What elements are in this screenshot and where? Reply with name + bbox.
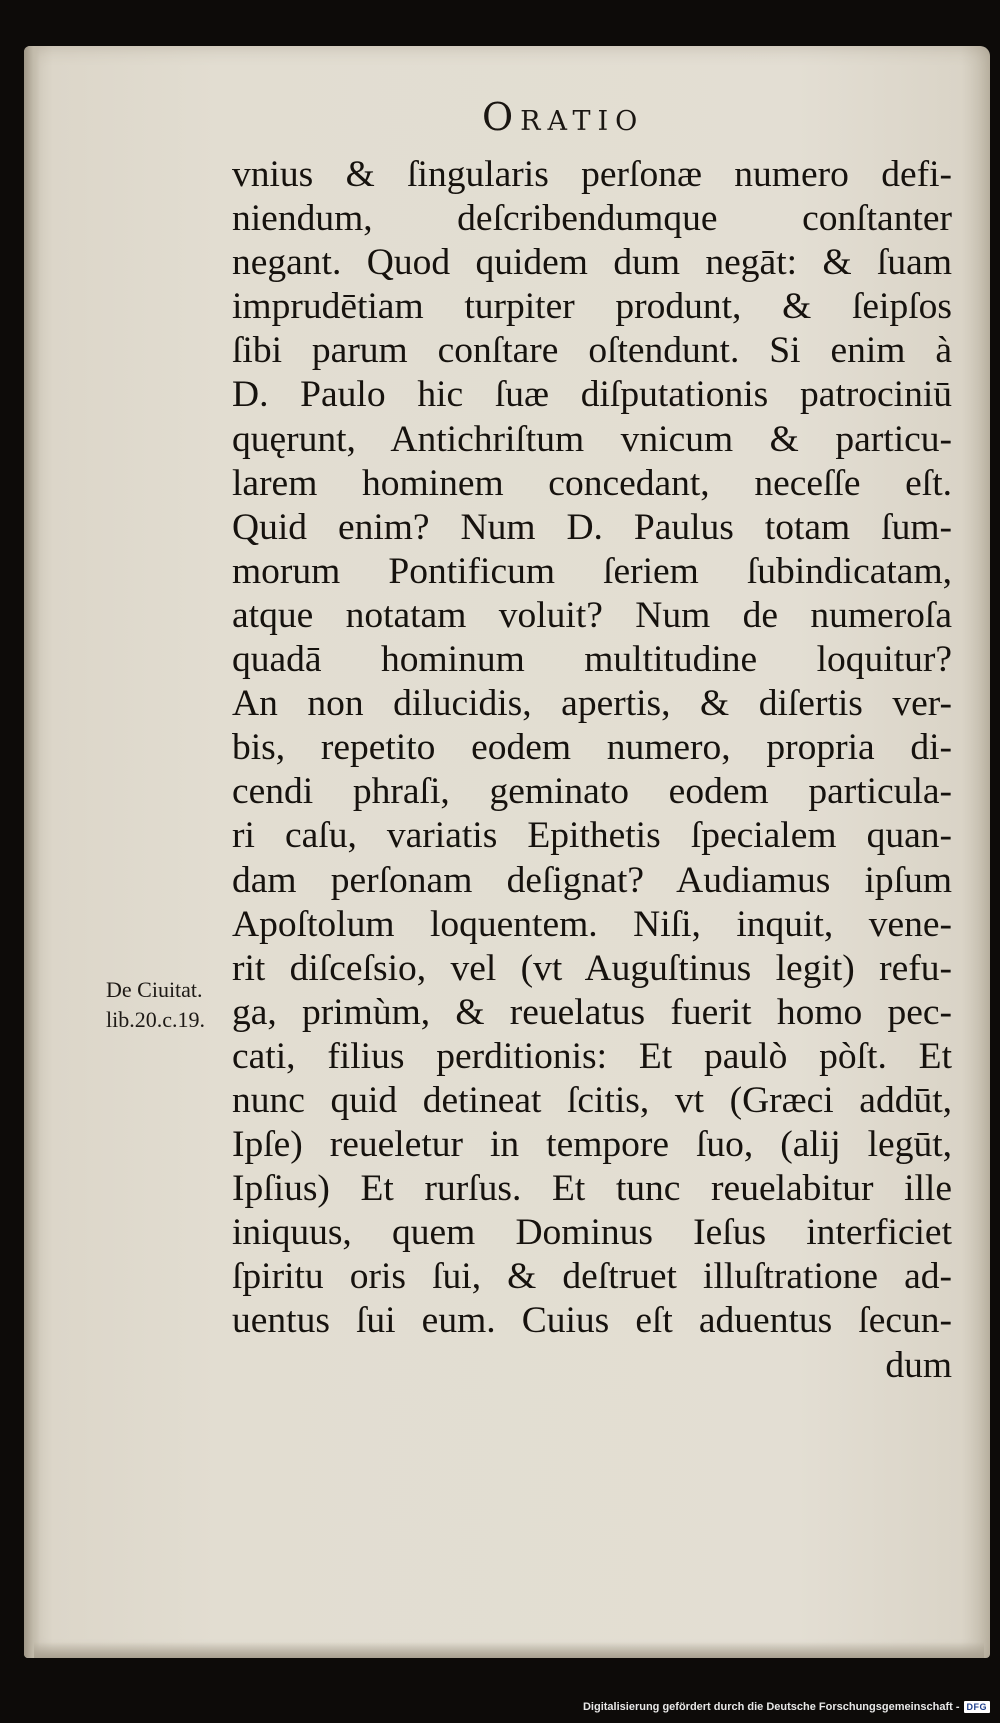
text-line: atque notatam voluit? Num de numeroſa [232, 594, 952, 636]
text-line: cendi phraſi, geminato eodem particula- [232, 771, 952, 813]
digitization-credit [583, 1699, 990, 1715]
text-line: Ipſe) reueletur in tempore ſuo, (alij legūt, [232, 1124, 952, 1166]
text-line: nunc quid detineat ſcitis, vt (Græci addūt, [232, 1079, 952, 1121]
text-line: Ipſius) Et rurſus. Et tunc reuelabitur ille [232, 1168, 952, 1210]
text-line: ſpiritu oris ſui, & deſtruet illuſtratione ad- [232, 1256, 952, 1298]
text-line: uentus ſui eum. Cuius eſt aduentus ſecun- [232, 1300, 952, 1342]
body-text [232, 153, 952, 1388]
running-head: Oratio [482, 95, 645, 139]
catchword: dum [885, 1344, 952, 1386]
text-line: iniquus, quem Dominus Ieſus interficiet [232, 1212, 952, 1254]
text-line: An non dilucidis, apertis, & diſertis ver- [232, 683, 952, 725]
text-line: Quid enim? Num D. Paulus totam ſum- [232, 506, 952, 548]
marginal-note-line: De Ciuitat. [106, 977, 203, 1002]
page-bottom-shadow [34, 1642, 984, 1658]
marginal-note [106, 975, 205, 1035]
text-line: imprudētiam turpiter produnt, & ſeipſos [232, 286, 952, 328]
text-line: vnius & ſingularis perſonæ numero defi- [232, 154, 952, 195]
text-line: cati, filius perditionis: Et paulò pòſt. Et [232, 1035, 952, 1077]
text-line: niendum, deſcribendumque conſtanter [232, 198, 952, 240]
text-line: quęrunt, Antichriſtum vnicum & particu- [232, 418, 952, 460]
text-line: bis, repetito eodem numero, propria di- [232, 727, 952, 769]
text-line: morum Pontificum ſeriem ſubindicatam, [232, 550, 952, 592]
page-edge-shadow [24, 46, 40, 1658]
text-line: Apoſtolum loquentem. Niſi, inquit, vene- [232, 903, 952, 945]
credit-text: Digitalisierung gefördert durch die Deutsche Forschungsgemeinschaft - [582, 1701, 960, 1713]
text-line: rit diſceſsio, vel (vt Auguſtinus legit) refu- [232, 947, 952, 989]
dfg-logo-icon: DFG [964, 1701, 991, 1713]
text-line: D. Paulo hic ſuæ diſputationis patrociniū [232, 374, 952, 416]
text-line: dam perſonam deſignat? Audiamus ipſum [232, 859, 952, 901]
text-line: ſibi parum conſtare oſtendunt. Si enim à [232, 330, 952, 372]
text-line: ga, primùm, & reuelatus fuerit homo pec- [232, 991, 952, 1033]
marginal-note-line: lib.20.c.19. [106, 1007, 205, 1032]
text-line: quadā hominum multitudine loquitur? [232, 639, 952, 681]
text-line: ri caſu, variatis Epithetis ſpecialem quan- [232, 815, 952, 857]
text-line: larem hominem concedant, neceſſe eſt. [232, 462, 952, 504]
text-line: negant. Quod quidem dum negāt: & ſuam [232, 242, 952, 284]
